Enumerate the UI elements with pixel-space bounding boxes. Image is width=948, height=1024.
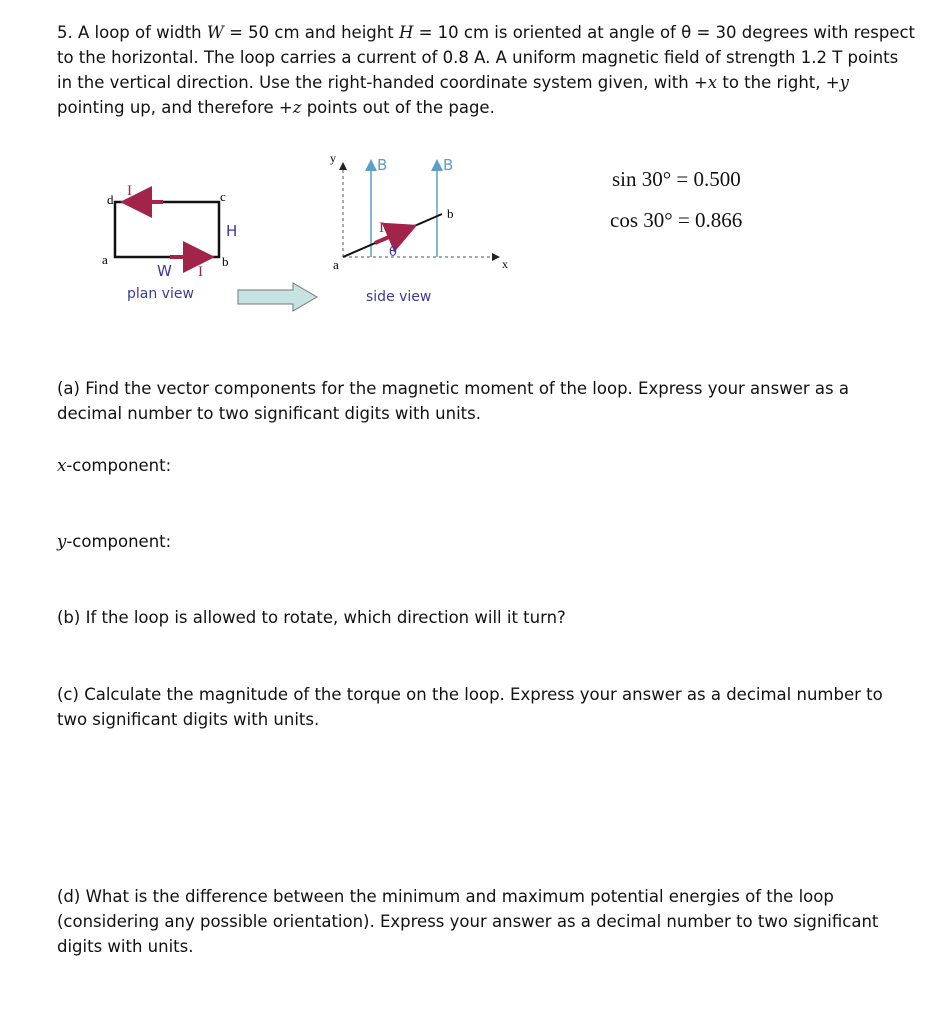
part-d: (d) What is the difference between the minimum and maximum potential energies of the loop (considering any possible orientation). Express your answer as a decimal number to two significant digits with units. — [57, 887, 879, 956]
svg-text:B: B — [443, 156, 454, 174]
svg-text:a: a — [102, 252, 108, 267]
svg-text:B: B — [377, 156, 388, 174]
svg-text:b: b — [447, 206, 454, 221]
y-component-label: y-component: — [57, 532, 172, 551]
part-c: (c) Calculate the magnitude of the torque on the loop. Express your answer as a decimal number to two significant digits with units. — [57, 685, 883, 729]
transition-arrow — [238, 283, 317, 311]
svg-text:y: y — [330, 151, 336, 165]
sin-value: sin 30° = 0.500 — [612, 167, 741, 191]
problem-statement: 5. A loop of width W = 50 cm and height H = 10 cm is oriented at angle of θ = 30 degrees with respect to the horizontal. The loop carries a current of 0.8 A. A uniform magnetic field of strength 1.2 T points in the vertical direction. Use the right-handed coordinate system given, with +x to the right, +y pointing up, and therefore +z points out of the page. — [57, 23, 916, 117]
side-view — [330, 151, 508, 305]
loop-rectangle — [115, 202, 219, 257]
loop-figure — [0, 0, 948, 340]
svg-text:x: x — [502, 257, 508, 271]
part-b: (b) If the loop is allowed to rotate, which direction will it turn? — [57, 608, 566, 627]
svg-text:I: I — [127, 183, 132, 199]
side-view-caption: side view — [366, 289, 432, 305]
svg-text:H: H — [226, 222, 238, 240]
part-a: (a) Find the vector components for the magnetic moment of the loop. Express your answer as a decimal number to two significant digits with units. — [57, 379, 849, 423]
cos-value: cos 30° = 0.866 — [610, 208, 743, 232]
svg-text:b: b — [222, 254, 229, 269]
plan-view-caption: plan view — [127, 286, 194, 302]
x-component-label: x-component: — [57, 456, 172, 475]
svg-text:c: c — [220, 189, 226, 204]
svg-text:θ: θ — [389, 245, 397, 260]
svg-text:d: d — [107, 192, 114, 207]
svg-text:a: a — [333, 257, 339, 272]
svg-text:I: I — [379, 220, 384, 236]
svg-text:I: I — [198, 264, 203, 280]
svg-text:W: W — [157, 262, 172, 280]
plan-view — [102, 183, 237, 302]
